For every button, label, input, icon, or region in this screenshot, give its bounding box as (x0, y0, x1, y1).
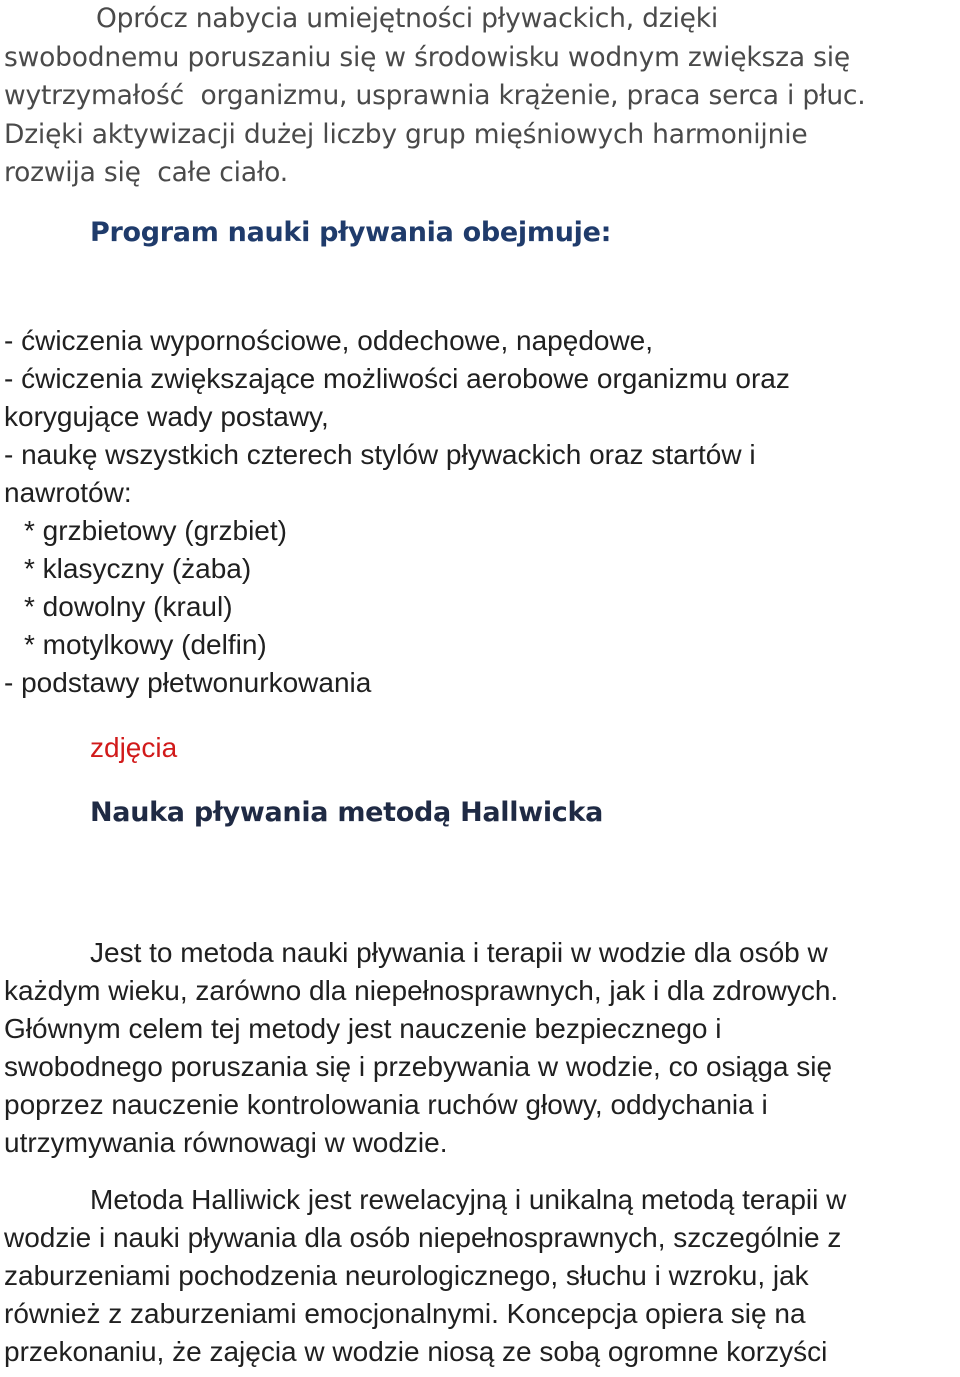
paragraph-line: Głównym celem tej metody jest nauczenie bezpiecznego i (4, 1012, 722, 1044)
paragraph-line: przekonaniu, że zajęcia w wodzie niosą ze sobą ogromne korzyści (4, 1335, 828, 1367)
program-heading: Program nauki pływania obejmuje: (90, 216, 612, 248)
list-item: - naukę wszystkich czterech stylów pływackich oraz startów i (4, 438, 756, 470)
paragraph-line: swobodnego poruszania się i przebywania w wodzie, co osiąga się (4, 1050, 833, 1082)
paragraph-line: poprzez nauczenie kontrolowania ruchów głowy, oddychania i (4, 1088, 768, 1120)
paragraph-line: Metoda Halliwick jest rewelacyjną i unikalną metodą terapii w (90, 1183, 847, 1215)
hallwick-heading: Nauka pływania metodą Hallwicka (90, 796, 604, 828)
list-subitem: * dowolny (kraul) (24, 590, 233, 622)
photos-link[interactable]: zdjęcia (90, 731, 178, 763)
paragraph-line: również z zaburzeniami emocjonalnymi. Koncepcja opiera się na (4, 1297, 806, 1329)
intro-paragraph (4, 0, 958, 193)
paragraph-line: Jest to metoda nauki pływania i terapii w wodzie dla osób w (90, 936, 828, 968)
hallwick-paragraph-1 (4, 934, 958, 1162)
list-subitem: * motylkowy (delfin) (24, 628, 267, 660)
list-item: - ćwiczenia wypornościowe, oddechowe, napędowe, (4, 324, 654, 356)
list-subitem: * klasyczny (żaba) (24, 552, 252, 584)
intro-line: Dzięki aktywizacji dużej liczby grup mięśniowych harmonijnie (4, 118, 808, 150)
list-item: - ćwiczenia zwiększające możliwości aerobowe organizmu oraz (4, 362, 790, 394)
list-item: - podstawy płetwonurkowania (4, 666, 372, 698)
list-item: nawrotów: (4, 476, 132, 508)
intro-line: swobodnemu poruszaniu się w środowisku wodnym zwiększa się (4, 41, 850, 73)
program-list (4, 322, 958, 702)
list-item: korygujące wady postawy, (4, 400, 329, 432)
paragraph-line: zaburzeniami pochodzenia neurologicznego, słuchu i wzroku, jak (4, 1259, 809, 1291)
paragraph-line: każdym wieku, zarówno dla niepełnosprawnych, jak i dla zdrowych. (4, 974, 839, 1006)
intro-line: Oprócz nabycia umiejętności pływackich, dzięki (96, 3, 719, 34)
intro-line: rozwija się całe ciało. (4, 157, 288, 188)
intro-line: wytrzymałość organizmu, usprawnia krążenie, praca serca i płuc. (4, 80, 866, 111)
paragraph-line: wodzie i nauki pływania dla osób niepełnosprawnych, szczególnie z (4, 1221, 842, 1253)
document-page (4, 0, 958, 1371)
paragraph-line: utrzymywania równowagi w wodzie. (4, 1126, 448, 1158)
list-subitem: * grzbietowy (grzbiet) (24, 514, 287, 546)
hallwick-paragraph-2 (4, 1181, 958, 1371)
